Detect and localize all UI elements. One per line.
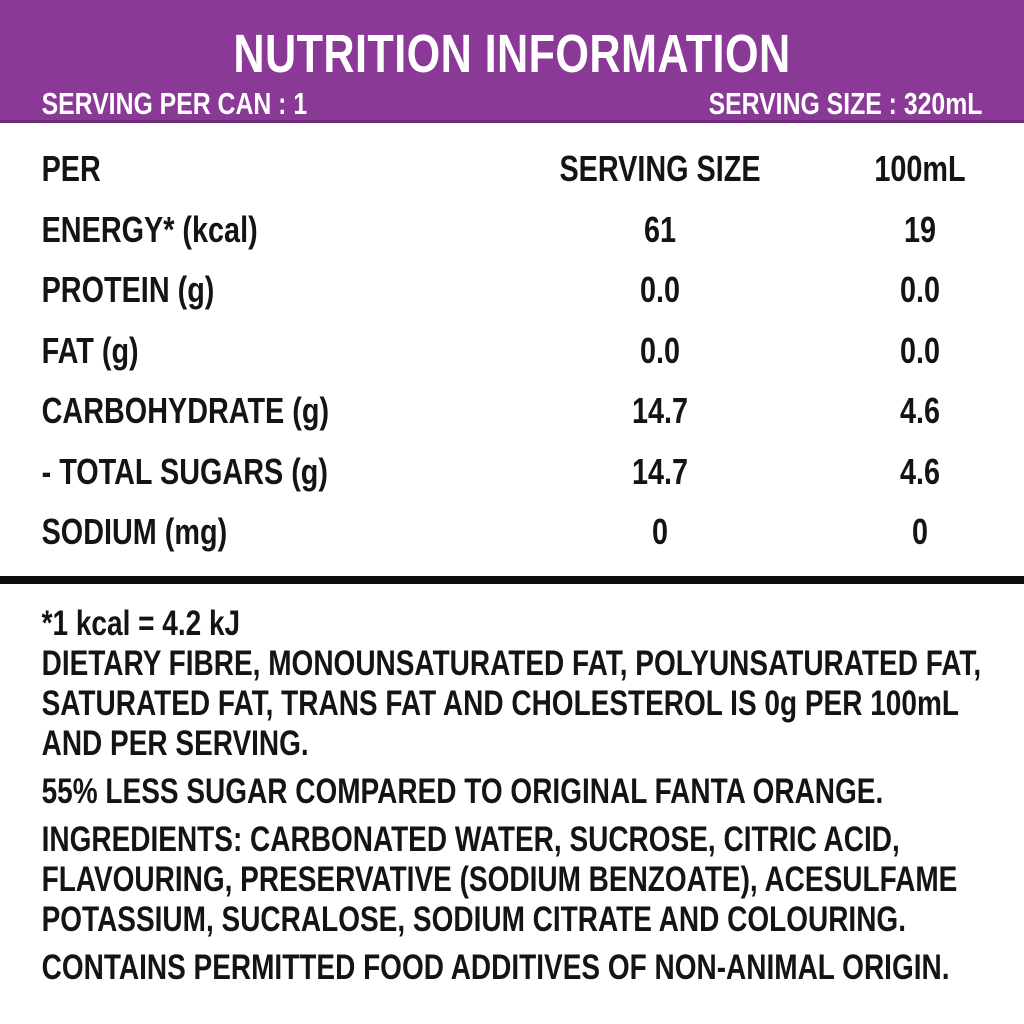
zero-nutrients-note xyxy=(42,644,983,764)
row-100ml-value: 19 xyxy=(903,208,937,250)
row-label: SODIUM (mg) xyxy=(41,511,228,553)
row-serving-value: 14.7 xyxy=(631,390,689,432)
nutrition-table xyxy=(0,139,1024,563)
row-serving-value: 14.7 xyxy=(631,450,689,492)
header-band xyxy=(0,0,1024,123)
table-row-carbohydrate xyxy=(0,381,1024,442)
footnotes-section xyxy=(0,604,1024,988)
row-serving-value: 61 xyxy=(643,208,677,250)
row-100ml-value: 0.0 xyxy=(899,269,941,311)
serving-per-can-text: SERVING PER CAN : 1 xyxy=(41,86,308,121)
table-row-energy xyxy=(0,200,1024,261)
table-row-total-sugars xyxy=(0,442,1024,503)
table-row-sodium xyxy=(0,502,1024,563)
additives-note: CONTAINS PERMITTED FOOD ADDITIVES OF NON-ANIMAL ORIGIN. xyxy=(41,947,950,987)
column-header-100ml: 100mL xyxy=(874,148,966,190)
zero-nutrients-line: DIETARY FIBRE, MONOUNSATURATED FAT, POLYUNSATURATED FAT, xyxy=(41,643,982,683)
zero-nutrients-line: AND PER SERVING. xyxy=(41,723,309,763)
table-header-row xyxy=(0,139,1024,200)
zero-nutrients-line: SATURATED FAT, TRANS FAT AND CHOLESTEROL IS 0g PER 100mL xyxy=(41,683,959,723)
row-serving-value: 0.0 xyxy=(639,269,681,311)
row-100ml-value: 4.6 xyxy=(899,450,941,492)
column-header-per: PER xyxy=(41,148,101,190)
page-title: NUTRITION INFORMATION xyxy=(233,24,791,84)
ingredients-line: POTASSIUM, SUCRALOSE, SODIUM CITRATE AND COLOURING. xyxy=(41,899,906,939)
ingredients-list xyxy=(42,820,983,940)
row-label: CARBOHYDRATE (g) xyxy=(41,390,330,432)
row-100ml-value: 0 xyxy=(911,511,929,553)
ingredients-line: INGREDIENTS: CARBONATED WATER, SUCROSE, CITRIC ACID, xyxy=(41,819,900,859)
row-100ml-value: 4.6 xyxy=(899,390,941,432)
row-serving-value: 0 xyxy=(651,511,669,553)
section-divider xyxy=(0,576,1024,584)
row-serving-value: 0.0 xyxy=(639,329,681,371)
row-label: PROTEIN (g) xyxy=(41,269,215,311)
serving-size-text: SERVING SIZE : 320mL xyxy=(708,86,983,121)
row-100ml-value: 0.0 xyxy=(899,329,941,371)
header-subrow xyxy=(0,81,1024,119)
row-label: - TOTAL SUGARS (g) xyxy=(41,450,328,492)
row-label: FAT (g) xyxy=(41,329,139,371)
table-row-protein xyxy=(0,260,1024,321)
less-sugar-claim: 55% LESS SUGAR COMPARED TO ORIGINAL FANTA ORANGE. xyxy=(41,771,884,811)
row-label: ENERGY* (kcal) xyxy=(41,208,258,250)
ingredients-line: FLAVOURING, PRESERVATIVE (SODIUM BENZOATE), ACESULFAME xyxy=(41,859,958,899)
column-header-serving-size: SERVING SIZE xyxy=(559,148,761,190)
kcal-conversion-note: *1 kcal = 4.2 kJ xyxy=(41,603,241,643)
table-row-fat xyxy=(0,321,1024,382)
